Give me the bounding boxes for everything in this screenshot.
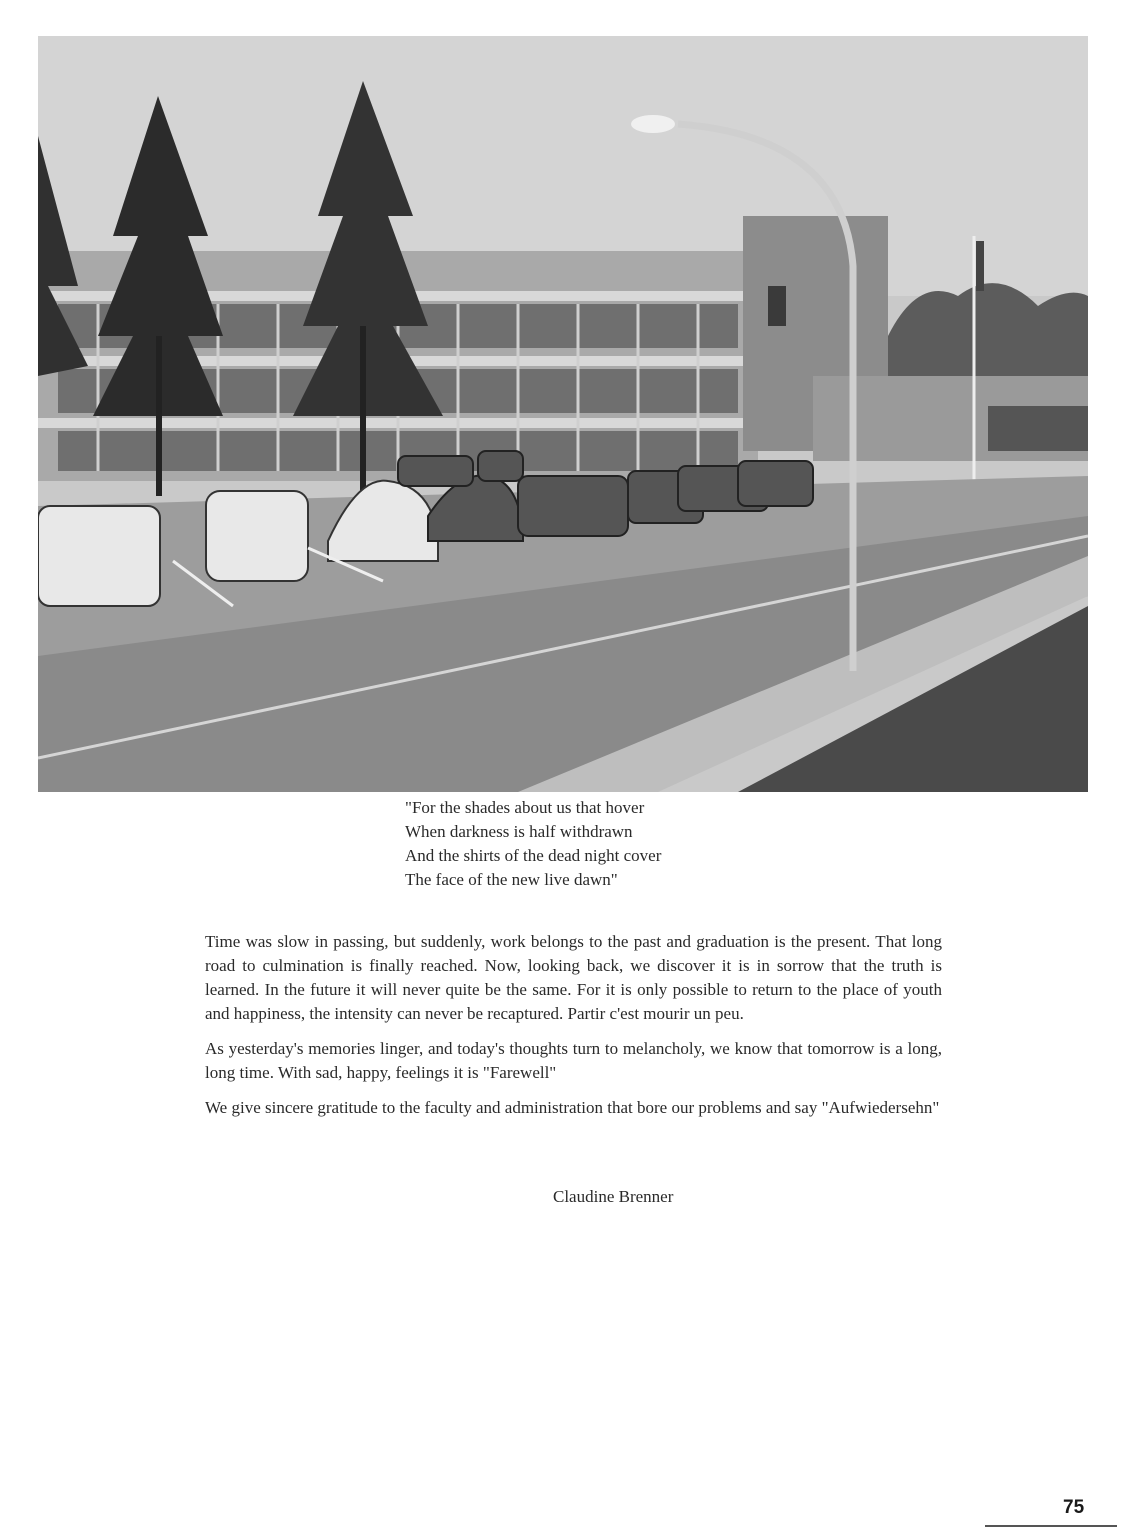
poem-line: The face of the new live dawn" [405,870,618,889]
photograph-icon [38,36,1088,792]
paragraph: We give sincere gratitude to the faculty and administration that bore our problems and say "Aufwiedersehn" [205,1098,940,1117]
poem-line: And the shirts of the dead night cover [405,846,662,865]
poem-quote [405,796,825,892]
author-signature: Claudine Brenner [553,1187,674,1206]
campus-building-photo [38,36,1088,792]
poem-line: "For the shades about us that hover [405,798,645,817]
poem-line: When darkness is half withdrawn [405,822,633,841]
page-number: 75 [1063,1497,1085,1518]
paragraph: Time was slow in passing, but suddenly, work belongs to the past and graduation is the present. That long road to culmination is finally reached. Now, looking back, we discover it is in sorrow that the truth is learned. In the future it will never quite be the same. For it is only possible to return to the place of youth and happiness, the intensity can never be recaptured. Partir c'est mourir un peu. [205,932,942,1023]
farewell-text [205,930,942,1131]
paragraph: As yesterday's memories linger, and today's thoughts turn to melancholy, we know that tomorrow is a long, long time. With sad, happy, feelings it is "Farewell" [205,1039,942,1082]
page-rule [985,1525,1117,1527]
